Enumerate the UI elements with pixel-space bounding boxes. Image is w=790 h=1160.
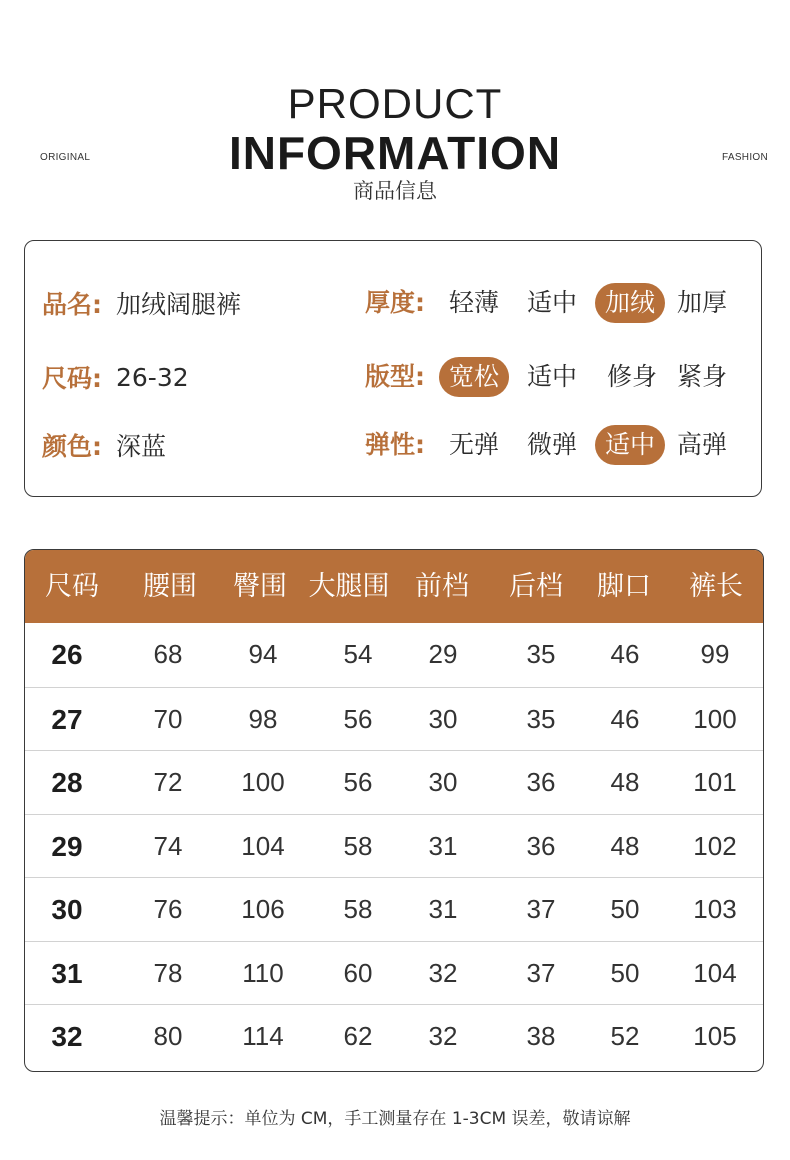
color-value: 深蓝: [116, 432, 167, 461]
name-value: 加绒阔腿裤: [116, 290, 242, 319]
fit-option-slim: 修身: [607, 362, 658, 391]
side-label-right: FASHION: [722, 152, 768, 163]
table-cell: 56: [343, 703, 373, 734]
fit-label: 版型:: [365, 362, 425, 391]
table-cell: 68: [153, 639, 183, 669]
table-cell: 31: [428, 830, 458, 861]
table-cell: 50: [610, 894, 640, 924]
table-cell: 29: [51, 830, 83, 862]
table-cell: 29: [428, 639, 458, 669]
table-cell: 74: [153, 830, 183, 861]
col-header-back-rise: 后档: [509, 571, 563, 602]
table-cell: 46: [610, 639, 640, 669]
table-cell: 48: [610, 767, 640, 797]
table-cell: 110: [242, 957, 284, 988]
table-cell: 62: [343, 1021, 373, 1051]
product-info-card: [24, 240, 762, 497]
table-cell: 26: [51, 639, 83, 670]
table-row: [25, 814, 764, 878]
table-cell: 32: [428, 1021, 458, 1051]
table-cell: 58: [343, 830, 373, 861]
elasticity-option-medium-selected: 适中: [595, 425, 665, 465]
table-row: [25, 750, 764, 814]
table-cell: 104: [693, 957, 737, 988]
table-cell: 37: [526, 894, 556, 924]
table-cell: 100: [241, 767, 285, 797]
table-cell: 54: [343, 639, 373, 669]
table-cell: 30: [51, 894, 83, 925]
table-cell: 50: [610, 957, 640, 988]
table-cell: 76: [153, 894, 183, 924]
size-label: 尺码:: [42, 364, 102, 393]
table-cell: 31: [51, 957, 83, 989]
table-row: [25, 623, 764, 686]
col-header-length: 裤长: [689, 571, 743, 602]
elasticity-option-high: 高弹: [677, 430, 728, 459]
table-cell: 80: [153, 1021, 183, 1051]
elasticity-label: 弹性:: [365, 430, 425, 459]
table-cell: 32: [51, 1021, 83, 1052]
col-header-hip: 臀围: [233, 571, 287, 602]
table-cell: 94: [248, 639, 278, 669]
table-cell: 38: [526, 1021, 556, 1051]
title-information: INFORMATION: [228, 127, 562, 179]
table-cell: 102: [693, 830, 737, 861]
elasticity-option-none: 无弹: [449, 430, 500, 459]
table-cell: 27: [51, 703, 83, 735]
thickness-option-light: 轻薄: [449, 288, 500, 317]
table-cell: 60: [343, 957, 373, 988]
table-row: [25, 877, 764, 941]
table-cell: 98: [248, 703, 278, 734]
side-label-left: ORIGINAL: [40, 152, 91, 163]
table-cell: 72: [153, 767, 183, 797]
table-cell: 104: [241, 830, 285, 861]
col-header-leg-opening: 脚口: [597, 571, 651, 602]
name-label: 品名:: [42, 290, 102, 319]
table-cell: 35: [526, 703, 556, 734]
fit-option-regular: 适中: [527, 362, 578, 391]
table-cell: 56: [343, 767, 373, 797]
thickness-option-fleece-selected: 加绒: [595, 283, 665, 323]
table-cell: 105: [693, 1021, 737, 1051]
table-row: [25, 941, 764, 1005]
table-cell: 48: [610, 830, 640, 861]
title-product: PRODUCT: [287, 80, 503, 127]
table-cell: 103: [693, 894, 737, 924]
table-cell: 58: [343, 894, 373, 924]
table-row: [25, 1004, 764, 1068]
page-subtitle: 商品信息: [353, 179, 437, 203]
thickness-label: 厚度:: [365, 288, 425, 317]
table-cell: 32: [428, 957, 458, 988]
fit-option-tight: 紧身: [677, 362, 728, 391]
table-cell: 30: [428, 767, 458, 797]
table-cell: 36: [526, 830, 556, 861]
table-header-row: [25, 550, 764, 623]
table-cell: 78: [153, 957, 183, 988]
col-header-thigh: 大腿围: [308, 571, 390, 602]
elasticity-option-slight: 微弹: [527, 430, 578, 459]
table-cell: 99: [700, 639, 730, 669]
table-cell: 52: [610, 1021, 640, 1051]
table-cell: 35: [526, 639, 556, 669]
thickness-option-medium: 适中: [527, 288, 578, 317]
table-cell: 70: [153, 703, 183, 734]
table-cell: 46: [610, 703, 640, 734]
table-cell: 114: [242, 1021, 284, 1051]
table-cell: 106: [241, 894, 285, 924]
col-header-waist: 腰围: [143, 571, 197, 602]
table-cell: 37: [526, 957, 556, 988]
table-row: [25, 687, 764, 751]
table-cell: 30: [428, 703, 458, 734]
table-cell: 28: [51, 767, 83, 798]
measurement-note: 温馨提示：单位为 CM，手工测量存在 1-3CM 误差，敬请谅解: [159, 1109, 631, 1129]
fit-option-loose-selected: 宽松: [439, 357, 509, 397]
thickness-option-thick: 加厚: [677, 288, 728, 317]
color-label: 颜色:: [42, 432, 102, 461]
table-cell: 31: [428, 894, 458, 924]
table-cell: 100: [693, 703, 737, 734]
col-header-front-rise: 前档: [415, 571, 469, 602]
table-cell: 101: [693, 767, 737, 797]
col-header-size: 尺码: [45, 571, 99, 602]
table-cell: 36: [526, 767, 556, 797]
size-chart-table: [24, 549, 764, 1072]
size-value: 26-32: [116, 362, 189, 392]
